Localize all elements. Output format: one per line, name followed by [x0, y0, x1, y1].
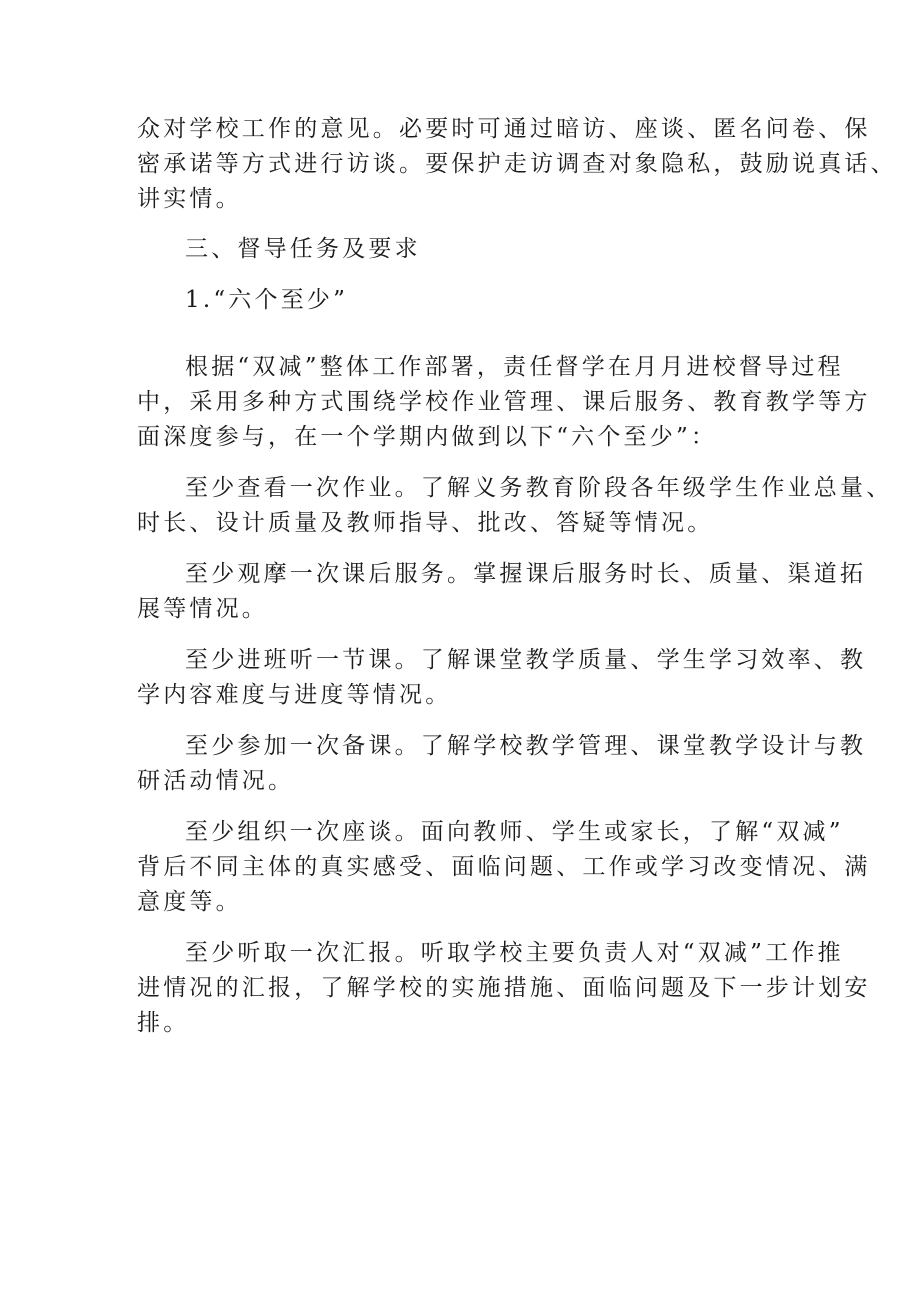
- paragraph-item-lesson-prep: [137, 729, 867, 799]
- text-line: 面深度参与，在一个学期内做到以下“六个至少”：: [137, 424, 718, 450]
- paragraph-overview: [137, 350, 871, 455]
- text-line: 至少查看一次作业。了解义务教育阶段各年级学生作业总量、: [185, 475, 893, 501]
- text-line: 学内容难度与进度等情况。: [137, 682, 452, 708]
- paragraph-item-report: [137, 936, 871, 1041]
- text-line: 排。: [137, 1010, 190, 1036]
- text-line: 时长、设计质量及教师指导、批改、答疑等情况。: [137, 510, 714, 536]
- paragraph-intro-continued: [137, 112, 897, 217]
- text-line: 展等情况。: [137, 596, 268, 622]
- text-line: 根据“双减”整体工作部署，责任督学在月月进校督导过程: [185, 354, 844, 380]
- text-line: 研活动情况。: [137, 768, 295, 794]
- text-line: 讲实情。: [137, 186, 242, 212]
- subsection-heading: [137, 283, 797, 318]
- text-line: 至少组织一次座谈。面向教师、学生或家长，了解“双减”: [185, 819, 844, 845]
- text-line: 意度等。: [137, 889, 242, 915]
- paragraph-item-homework: [137, 471, 893, 541]
- text-line: 众对学校工作的意见。必要时可通过暗访、座谈、匿名问卷、保: [137, 116, 871, 142]
- text-line: 至少听取一次汇报。听取学校主要负责人对“双减”工作推: [185, 940, 844, 966]
- text-line: 至少参加一次备课。了解学校教学管理、课堂教学设计与教: [185, 733, 867, 759]
- text-line: 至少进班听一节课。了解课堂教学质量、学生学习效率、教: [185, 647, 867, 673]
- paragraph-item-after-school: [137, 557, 867, 627]
- document-body: [137, 112, 897, 1041]
- text-line: 中，采用多种方式围绕学校作业管理、课后服务、教育教学等方: [137, 389, 871, 415]
- section-heading-text: 三、督导任务及要求: [185, 236, 421, 262]
- text-line: 密承诺等方式进行访谈。要保护走访调查对象隐私，鼓励说真话、: [137, 151, 897, 177]
- section-heading: [137, 232, 797, 267]
- text-line: 至少观摩一次课后服务。掌握课后服务时长、质量、渠道拓: [185, 561, 867, 587]
- subsection-heading-text: 1.“六个至少”: [185, 287, 349, 313]
- text-line: 背后不同主体的真实感受、面临问题、工作或学习改变情况、满: [137, 854, 871, 880]
- paragraph-item-class: [137, 643, 867, 713]
- paragraph-item-forum: [137, 815, 871, 920]
- text-line: 进情况的汇报，了解学校的实施措施、面临问题及下一步计划安: [137, 975, 871, 1001]
